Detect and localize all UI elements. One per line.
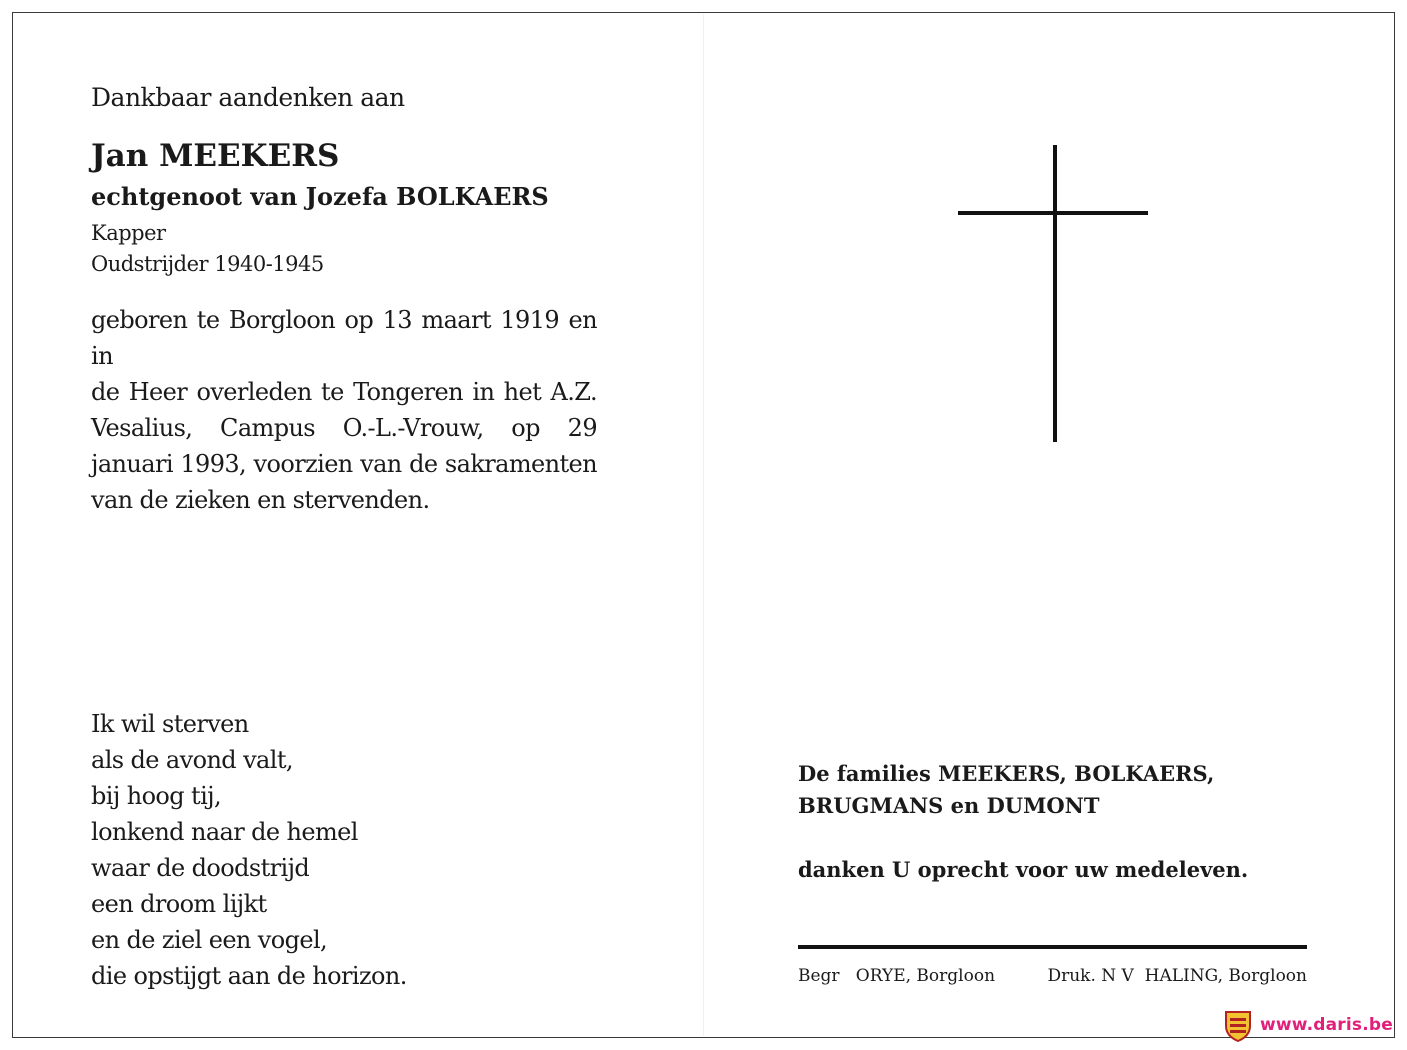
poem-line: lonkend naar de hemel bbox=[91, 818, 358, 846]
veteran-line: Oudstrijder 1940-1945 bbox=[91, 252, 324, 276]
family-thanks bbox=[798, 758, 1308, 886]
thanks-line: danken U oprecht voor uw medeleven. bbox=[798, 857, 1249, 882]
left-page bbox=[91, 80, 611, 518]
poem-line: bij hoog tij, bbox=[91, 782, 222, 810]
credits bbox=[798, 966, 1307, 986]
intro-text: Dankbaar aandenken aan bbox=[91, 83, 405, 112]
bio-line: de Heer overleden te Tongeren in het A.Z. bbox=[91, 378, 597, 406]
poem-line: waar de doodstrijd bbox=[91, 854, 310, 882]
funeral-director: Begr ORYE, Borgloon bbox=[798, 966, 996, 986]
divider-rule bbox=[798, 945, 1307, 949]
families-line: BRUGMANS en DUMONT bbox=[798, 793, 1100, 818]
bio-line: geboren te Borgloon op 13 maart 1919 en in bbox=[91, 306, 597, 370]
printer: Druk. N V HALING, Borgloon bbox=[1047, 966, 1307, 986]
shield-icon bbox=[1224, 1008, 1252, 1042]
bio-line: Vesalius, Campus O.-L.-Vrouw, op 29 bbox=[91, 414, 597, 442]
bio-line: van de zieken en stervenden. bbox=[91, 486, 430, 514]
occupation: Kapper bbox=[91, 221, 166, 245]
spouse-line: echtgenoot van Jozefa BOLKAERS bbox=[91, 182, 549, 211]
biography bbox=[91, 302, 597, 518]
poem-line: die opstijgt aan de horizon. bbox=[91, 962, 407, 990]
bio-line: januari 1993, voorzien van de sakramenten bbox=[91, 450, 597, 478]
poem bbox=[91, 706, 407, 994]
watermark bbox=[1224, 1008, 1393, 1042]
poem-line: een droom lijkt bbox=[91, 890, 267, 918]
poem-line: Ik wil sterven bbox=[91, 710, 249, 738]
families-line: De families MEEKERS, BOLKAERS, bbox=[798, 761, 1215, 786]
deceased-name: Jan MEEKERS bbox=[91, 138, 340, 174]
poem-line: en de ziel een vogel, bbox=[91, 926, 328, 954]
watermark-text[interactable]: www.daris.be bbox=[1259, 1015, 1393, 1035]
card-fold bbox=[703, 14, 704, 1036]
poem-line: als de avond valt, bbox=[91, 746, 293, 774]
cross-icon bbox=[958, 145, 1148, 442]
